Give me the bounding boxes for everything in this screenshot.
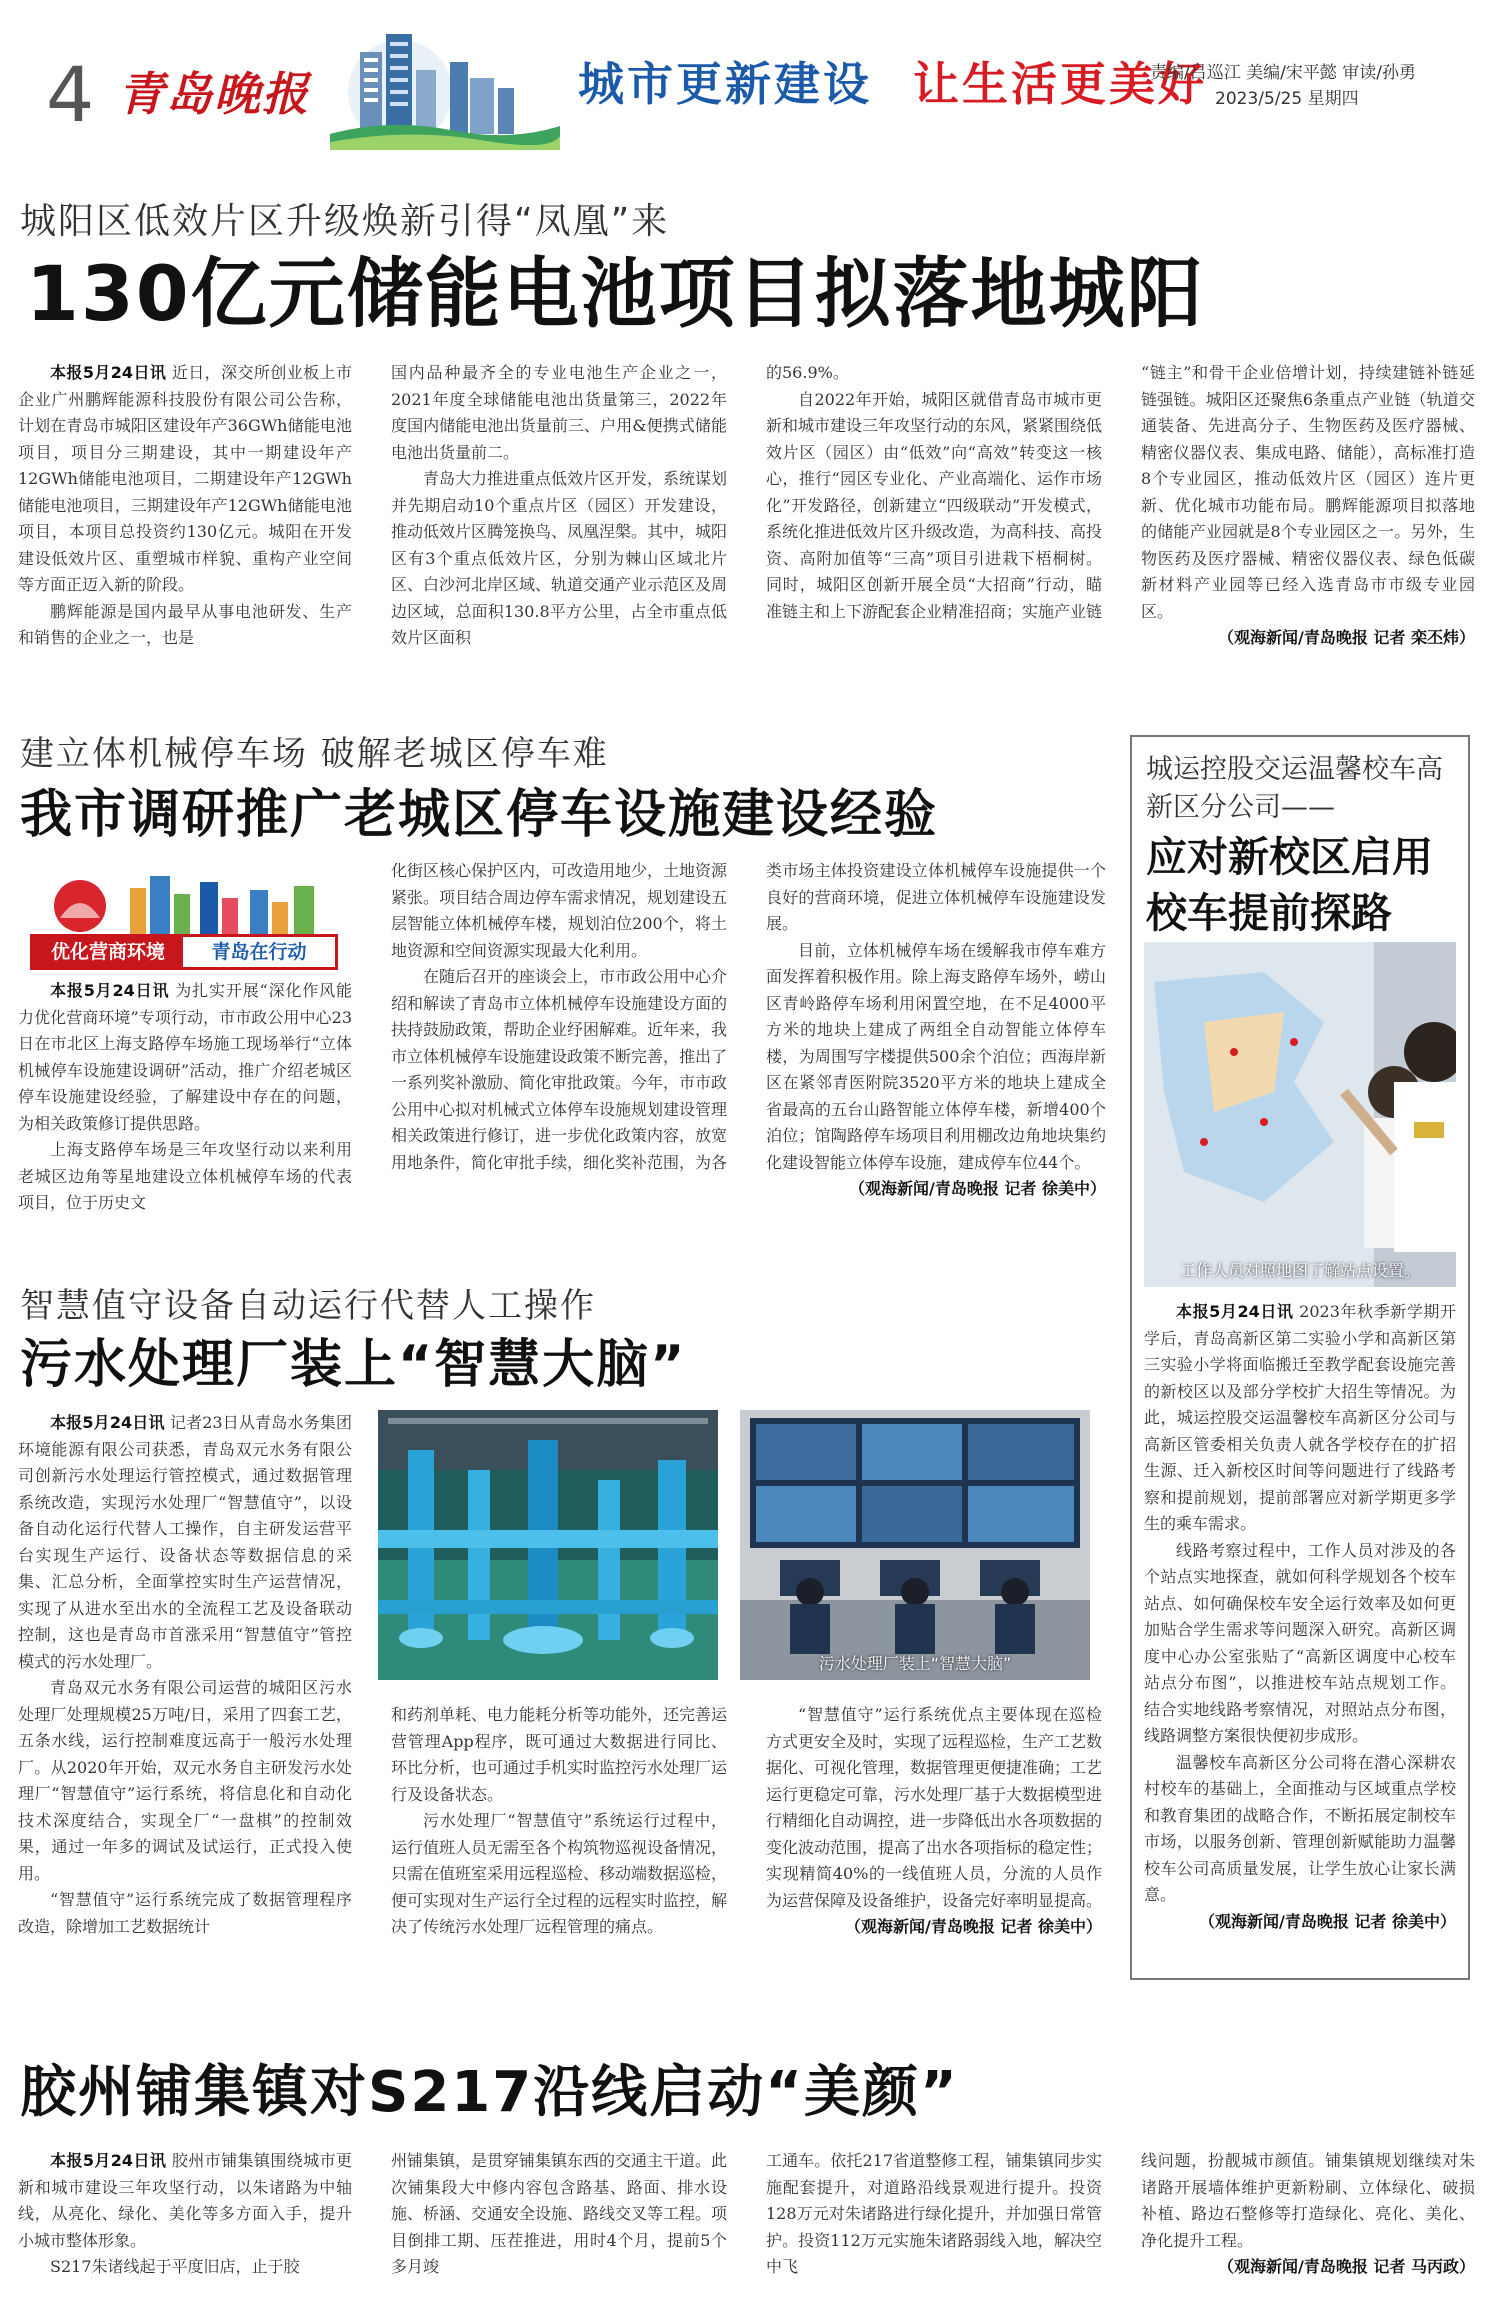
story4-headline: 胶州铺集镇对S217沿线启动“美颜” [20, 2060, 959, 2125]
story2-col2-text: 化街区核心保护区内，可改造用地少，土地资源紧张。项目结合周边停车需求情况，规划建设五层智能立体机械停车楼，规划泊位200个，将土地资源和空间资源实现最大化利用。 [391, 861, 727, 960]
story3-column-1 [18, 1410, 352, 2018]
control-room-caption: 污水处理厂装上“智慧大脑” [818, 1654, 1012, 1673]
story2-col1-text: 为扎实开展“深化作风能力优化营商环境”专项行动，市市政公用中心23日在市北区上海支路停车场施工现场举行“立体机械停车设施建设调研”活动，推广介绍老城区停车设施建设经验，了解建设中存在的问题，为相关政策修订提供思路。 [18, 981, 352, 1133]
story4-column-4 [1141, 2148, 1475, 2298]
story3-col3-text: “智慧值守”运行系统优点主要体现在巡检方式更安全及时，实现了远程巡检，生产工艺数据化、可视化管理，数据管理更便捷准确；工艺运行更稳定可靠，污水处理厂基于大数据模型进行精细化自动调控，进一步降低出水各项数据的变化波动范围，提高了出水各项指标的稳定性；实现精简40%的一线值班人员，分流的人员作为运营保障及设备维护，设备完好率明显提高。 [766, 1705, 1102, 1910]
story1-col2-p2: 青岛大力推进重点低效片区开发，系统谋划并先期启动10个重点片区（园区）开发建设，推动低效片区腾笼换鸟、凤凰涅槃。其中，城阳区有3个重点低效片区，分别为棘山区域北片区、白沙河北岸区域、轨道交通产业示范区及周边区域，总面积130.8平方公里，占全市重点低效片区面积 [391, 469, 727, 647]
story4-col1-text: 胶州市铺集镇围绕城市更新和城市建设三年攻坚行动，以朱诸路为中轴线，从亮化、绿化、美化等多方面入手，提升小城市整体形象。 [18, 2151, 352, 2250]
slogan-part1: 城市更新建设 [578, 57, 872, 111]
story2-byline: （观海新闻/青岛晚报 记者 徐美中） [849, 1179, 1106, 1198]
sidebar-dateline: 本报5月24日讯 [1176, 1302, 1294, 1321]
story4-col1-p2: S217朱诸线起于平度旧店，止于胶 [50, 2257, 300, 2276]
sidebar-body [1144, 1299, 1456, 1969]
story1-col1-p2: 鹏辉能源是国内最早从事电池研发、生产和销售的企业之一，也是 [18, 601, 352, 647]
story3-column-2 [391, 1702, 727, 2018]
editors-line: 责编/吕巡江 美编/宋平懿 审读/孙勇 [1150, 63, 1416, 83]
story1-dateline: 本报5月24日讯 [50, 363, 167, 382]
issue-date: 2023/5/25 星期四 [1215, 89, 1359, 109]
story1-byline: （观海新闻/青岛晚报 记者 栾丕炜） [1218, 628, 1475, 647]
sidebar-p3: 温馨校车高新区分公司将在潜心深耕农村校车的基础上，全面推动与区域重点学校和教育集团的战略合作，不断拓展定制校车市场，以服务创新、管理创新赋能助力温馨校车公司高质量发展，让学生放心让家长满意。 [1144, 1752, 1456, 1904]
map-workers-image [1144, 942, 1456, 1287]
control-room-image [740, 1410, 1090, 1680]
editor-credits [1150, 60, 1416, 112]
story3-col1-p2: 青岛双元水务有限公司运营的城阳区污水处理厂处理规模25万吨/日，采用了四套工艺，五条水线，运行控制难度远高于一般污水处理厂。从2020年开始，双元水务自主研发污水处理厂“智慧值守”运行系统，将信息化和自动化技术深度结合，实现全厂“一盘棋”的控制效果，通过一年多的调试及试运行，正式投入使用。 [18, 1678, 352, 1883]
story1-headline: 130亿元储能电池项目拟落地城阳 [26, 249, 1205, 338]
story4-col4-text: 线问题，扮靓城市颜值。铺集镇规划继续对朱诸路开展墙体维护更新粉刷、立体绿化、破损补植、路边石整修等打造绿化、亮化、美化、净化提升工程。 [1141, 2151, 1475, 2250]
story3-headline: 污水处理厂装上“智慧大脑” [20, 1335, 687, 1395]
sidebar-kicker: 城运控股交运温馨校车高新区分公司—— [1146, 754, 1443, 823]
sidebar-story-box [1130, 735, 1470, 1980]
page-number: 4 [46, 50, 95, 139]
sidebar-byline: （观海新闻/青岛晚报 记者 徐美中） [1199, 1911, 1456, 1931]
campaign-buildings-icon [30, 868, 338, 934]
story3-col2-p2: 污水处理厂“智慧值守”系统运行过程中，运行值班人员无需至各个构筑物巡视设备情况，只需在值班室采用远程巡检、移动端数据巡检，便可实现对生产运行全过程的远程实时监控，解决了传统污水处理厂远程管理的痛点。 [391, 1811, 727, 1936]
story4-column-1 [18, 2148, 352, 2298]
sidebar-photo-caption: 工作人员对照地图了解站点设置。 [1179, 1261, 1420, 1280]
story1-column-1 [18, 360, 352, 690]
newspaper-logo: 青岛晚报 [118, 67, 310, 121]
story1-column-4 [1141, 360, 1475, 690]
story2-column-3 [766, 858, 1106, 1238]
story1-col1-text: 近日，深交所创业板上市企业广州鹏辉能源科技股份有限公司公告称，计划在青岛市城阳区建设年产36GWh储能电池项目，项目分三期建设，其中一期建设年产12GWh储能电池项目，二期建设年产12GWh储能电池项目，三期建设年产12GWh储能电池项目，本项目总投资约130亿元。城阳在开发建设低效片区、重塑城市样貌、重构产业空间等方面正迈入新的阶段。 [18, 363, 352, 594]
masthead [0, 0, 1500, 150]
pipes-image [378, 1410, 718, 1680]
sidebar-headline: 应对新校区启用校车提前探路 [1146, 833, 1433, 937]
story3-byline: （观海新闻/青岛晚报 记者 徐美中） [845, 1917, 1102, 1936]
story2-column-1 [18, 978, 352, 1230]
campaign-badge [30, 868, 338, 970]
story2-col3-text: 类市场主体投资建设立体机械停车设施提供一个良好的营商环境，促进立体机械停车设施建设发展。 [766, 861, 1106, 933]
school-bus-map-photo [1144, 942, 1456, 1287]
story2-dateline: 本报5月24日讯 [50, 981, 170, 1000]
story1-col3-text: 的56.9%。 [766, 363, 849, 382]
story2-col2-p2: 在随后召开的座谈会上，市市政公用中心介绍和解读了青岛市立体机械停车设施建设方面的扶持鼓励政策，帮助企业纾困解难。近年来，我市立体机械停车设施建设政策不断完善，推出了一系列奖补激励、简化审批政策。今年，市市政公用中心拟对机械式立体停车设施规划建设管理相关政策进行修订，进一步优化政策内容，放宽用地条件，简化审批手续，细化奖补范围，为各 [391, 967, 727, 1172]
story3-column-3 [766, 1702, 1102, 2028]
story2-kicker: 建立体机械停车场 破解老城区停车难 [20, 734, 609, 774]
control-room-photo [740, 1410, 1090, 1680]
story1-kicker: 城阳区低效片区升级焕新引得“凤凰”来 [20, 201, 670, 242]
sidebar-p1: 2023年秋季新学期开学后，青岛高新区第二实验小学和高新区第三实验小学将面临搬迁至教学配套设施完善的新校区以及部分学校扩大招生等情况。为此，城运控股交运温馨校车高新区分公司与高新区管委相关负责人就各学校存在的扩招生源、迁入新校区时间等问题进行了线路考察和提前规划，提前部署应对新学期更多学生的乘车需求。 [1144, 1302, 1456, 1533]
story4-byline: （观海新闻/青岛晚报 记者 马丙政） [1218, 2257, 1475, 2276]
campaign-label-right: 青岛在行动 [211, 941, 307, 963]
story2-column-2 [391, 858, 727, 1230]
story2-headline: 我市调研推广老城区停车设施建设经验 [20, 785, 939, 845]
section-slogan [578, 48, 1207, 114]
story4-col2-text: 州铺集镇，是贯穿铺集镇东西的交通主干道。此次铺集段大中修内容包含路基、路面、排水设施、桥涵、交通安全设施、路线交叉等工程。项目倒排工期、压茬推进，用时4个月，提前5个多月竣 [391, 2151, 727, 2276]
story4-column-3 [766, 2148, 1102, 2298]
treatment-plant-pipes-photo [378, 1410, 718, 1680]
story1-column-3 [766, 360, 1102, 690]
slogan-part2: 让生活更美好 [913, 57, 1208, 111]
story4-col3-text: 工通车。依托217省道整修工程，铺集镇同步实施配套提升，对道路沿线景观进行提升。投资128万元对朱诸路进行绿化提升，并加强日常管护。投资112万元实施朱诸路弱线入地，解决空中飞 [766, 2151, 1102, 2276]
story4-dateline: 本报5月24日讯 [50, 2151, 167, 2170]
story3-col1-p3: “智慧值守”运行系统完成了数据管理程序改造，除增加工艺数据统计 [18, 1890, 352, 1936]
sidebar-p2: 线路考察过程中，工作人员对涉及的各个站点实地探查，就如何科学规划各个校车站点、如何确保校车安全运行效率及如何更加贴合学生需求等问题深入研究。高新区调度中心办公室张贴了“高新区调度中心校车站点分布图”，以推进校车站点规划工作。结合实地线路考察情况，对照站点分布图，线路调整方案很快便初步成形。 [1144, 1540, 1456, 1745]
story4-column-2 [391, 2148, 727, 2298]
story1-col3-p2: 自2022年开始，城阳区就借青岛市城市更新和城市建设三年攻坚行动的东风，紧紧围绕低效片区（园区）由“低效”向“高效”转变这一核心，推行“园区专业化、产业高端化、运作市场化”开发路径，创新建立“四级联动”开发模式，系统化推进低效片区升级改造，为高科技、高投资、高附加值等“三高”项目引进栽下梧桐树。同时，城阳区创新开展全员“大招商”行动，瞄准链主和上下游配套企业精准招商；实施产业链 [766, 389, 1102, 621]
story3-col1-text: 记者23日从青岛水务集团环境能源有限公司获悉，青岛双元水务有限公司创新污水处理运行管控模式，通过数据管理系统改造，实现污水处理厂“智慧值守”，以设备自动化运行代替人工操作，自主研发运营平台实现生产运行、设备状态等数据信息的采集、汇总分析，全面掌控实时生产运营情况，实现了从进水至出水的全流程工艺及设备联动控制，这也是青岛市首涨采用“智慧值守”管控模式的污水处理厂。 [18, 1413, 352, 1671]
story2-col3-p2: 目前，立体机械停车场在缓解我市停车难方面发挥着积极作用。除上海支路停车场外，崂山区青岭路停车场利用闲置空地，在不足4000平方米的地块上建成了两组全自动智能立体停车楼，为周围写字楼提供500余个泊位；西海岸新区在紧邻青医附院3520平方米的地块上建成全省最高的五台山路智能立体停车楼，新增400个泊位；馆陶路停车场项目利用棚改边角地块集约化建设智能立体停车设施，建成停车位44个。 [766, 940, 1106, 1172]
story1-col4-text: “链主”和骨干企业倍增计划，持续建链补链延链强链。城阳区还聚焦6条重点产业链（轨道交通装备、先进高分子、生物医药及医疗器械、精密仪器仪表、集成电路、储能），高标准打造8个专业园区，推动低效片区（园区）连片更新、优化城市功能布局。鹏辉能源项目拟落地的储能产业园就是8个专业园区之一。另外，生物医药及医疗器械、精密仪器仪表、绿色低碳新材料产业园等已经入选青岛市市级专业园区。 [1141, 363, 1475, 621]
campaign-label [30, 934, 338, 970]
story2-col1-p2: 上海支路停车场是三年攻坚行动以来利用老城区边角等星地建设立体机械停车场的代表项目，位于历史文 [18, 1140, 352, 1212]
story1-col2-text: 国内品种最齐全的专业电池生产企业之一，2021年度全球储能电池出货量第三，2022年度国内储能电池出货量前三、户用&便携式储能电池出货量前二。 [391, 363, 727, 462]
story1-column-2 [391, 360, 727, 690]
campaign-label-left: 优化营商环境 [33, 937, 183, 967]
story3-col2-text: 和药剂单耗、电力能耗分析等功能外，还完善运营管理App程序，既可通过大数据进行同比、环比分析，也可通过手机实时监控污水处理厂运行及设备状态。 [391, 1705, 727, 1804]
story3-dateline: 本报5月24日讯 [50, 1413, 165, 1432]
city-skyline-icon [330, 22, 560, 150]
story3-kicker: 智慧值守设备自动运行代替人工操作 [20, 1286, 596, 1326]
